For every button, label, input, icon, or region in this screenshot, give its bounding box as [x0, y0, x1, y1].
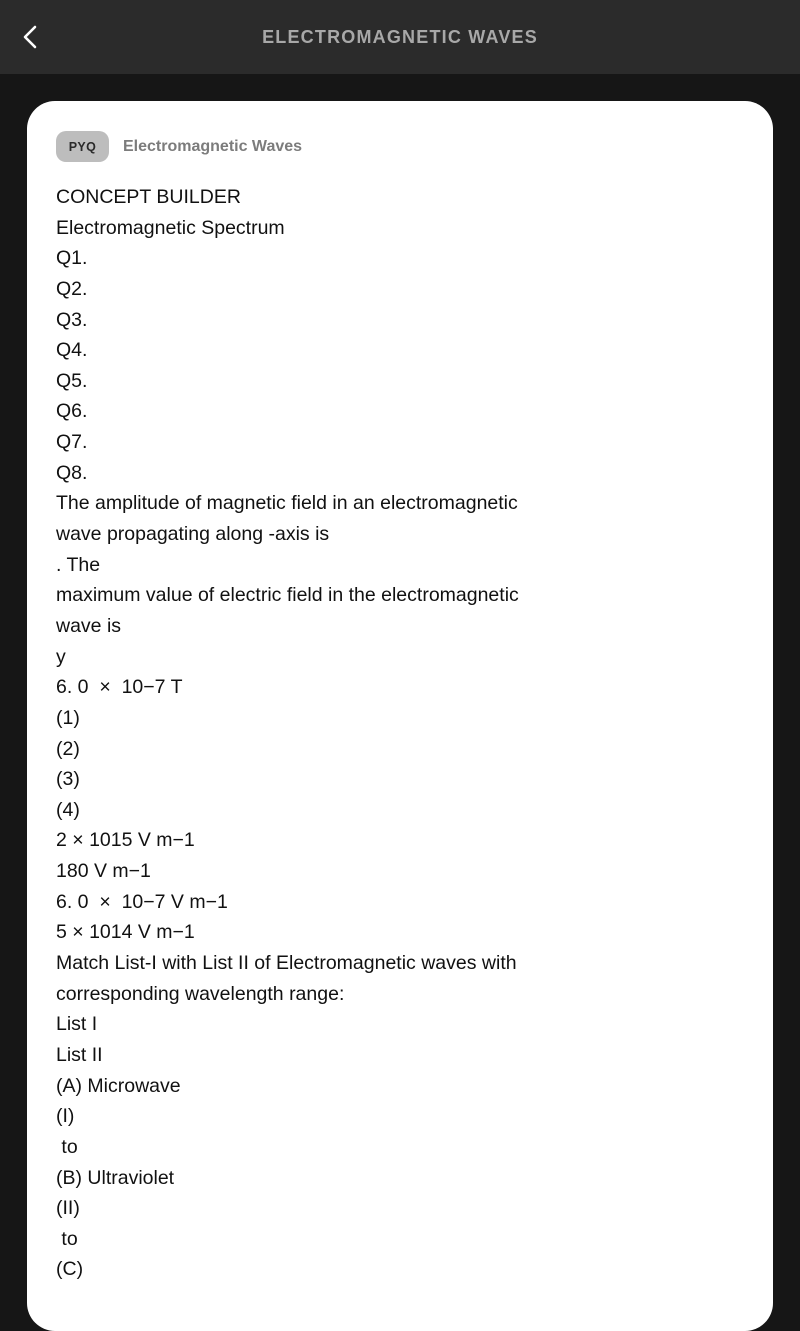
- content-line: wave propagating along -axis is: [56, 523, 330, 546]
- content-line: (I): [56, 1105, 75, 1128]
- content-line: Q8.: [56, 461, 88, 484]
- content-line: Q6.: [56, 400, 88, 423]
- content-line: The amplitude of magnetic field in an electromagnetic: [56, 492, 518, 515]
- content-line: maximum value of electric field in the electromagnetic: [56, 584, 519, 607]
- content-line: (B) Ultraviolet: [56, 1166, 175, 1189]
- content-line: Q3.: [56, 308, 88, 331]
- content-line: Q7.: [56, 431, 88, 454]
- content-line: 5 × 1014 V m−1: [56, 921, 195, 944]
- content-line: to: [56, 1135, 78, 1158]
- content-line: (4): [56, 798, 80, 821]
- content-line: 180 V m−1: [56, 860, 151, 883]
- content-line: 6. 0 × 10−7 V m−1: [56, 890, 228, 913]
- pyq-badge: PYQ: [56, 131, 109, 162]
- content-line: (C): [56, 1258, 84, 1281]
- content-line: (A) Microwave: [56, 1074, 181, 1097]
- content-line: Q1.: [56, 247, 88, 270]
- top-app-bar: [0, 0, 800, 74]
- content-line: Electromagnetic Spectrum: [56, 216, 285, 239]
- content-line: List I: [56, 1013, 98, 1036]
- tag-row: [56, 131, 302, 162]
- content-line: Match List-I with List II of Electromagnetic waves with: [56, 952, 517, 975]
- content-line: (II): [56, 1197, 80, 1220]
- content-line: 6. 0 × 10−7 T: [56, 676, 183, 699]
- content-line: 2 × 1015 V m−1: [56, 829, 195, 852]
- content-line: (2): [56, 737, 80, 760]
- content-line: wave is: [56, 614, 122, 637]
- content-line: Q5.: [56, 369, 88, 392]
- content-line: (1): [56, 706, 80, 729]
- content-line: . The: [56, 553, 101, 576]
- content-line: List II: [56, 1043, 103, 1066]
- content-line: CONCEPT BUILDER: [56, 186, 241, 208]
- content-line: (3): [56, 768, 80, 791]
- content-line: Q2.: [56, 277, 88, 300]
- chapter-name: Electromagnetic Waves: [123, 137, 303, 155]
- question-card[interactable]: [27, 101, 773, 1331]
- page-title: ELECTROMAGNETIC WAVES: [262, 27, 538, 47]
- question-content: [56, 182, 596, 1285]
- content-line: Q4.: [56, 339, 88, 362]
- content-line: y: [56, 645, 66, 668]
- content-line: to: [56, 1227, 78, 1250]
- content-line: corresponding wavelength range:: [56, 982, 345, 1005]
